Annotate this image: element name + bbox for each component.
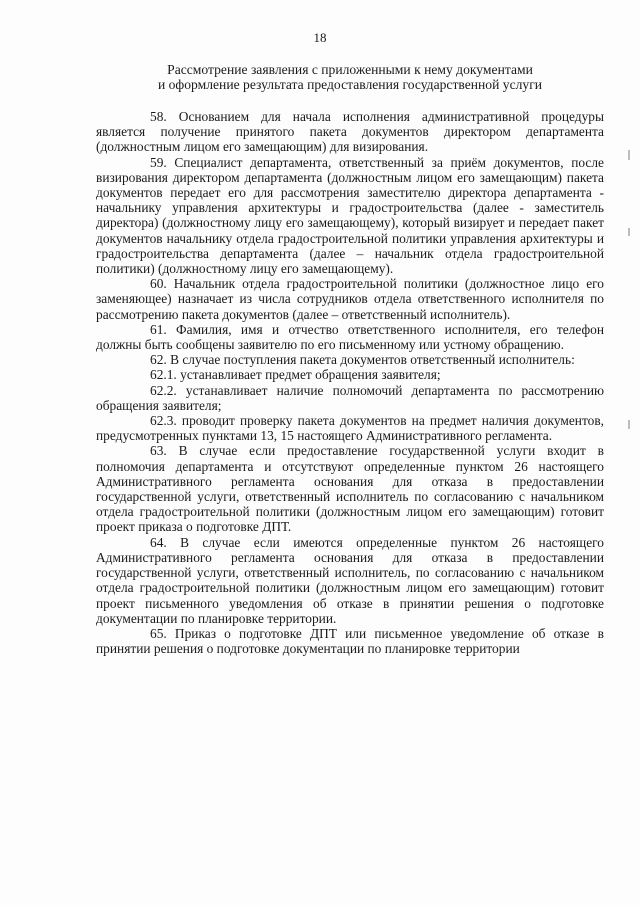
- paragraph-58: 58. Основанием для начала исполнения административной процедуры является получение принятого пакета документов директором департамента (должностным лицом его замещающим) для визирования.: [96, 109, 604, 155]
- page-number: 18: [313, 30, 327, 45]
- paragraph-60: 60. Начальник отдела градостроительной политики (должностное лицо его заменяющее) назначает из числа сотрудников отдела ответственного исполнителя по рассмотрению пакета документов (далее – ответственный исполнитель).: [96, 276, 604, 322]
- paragraph-63: 63. В случае если предоставление государственной услуги входит в полномочия департамента и отсутствуют определенные пунктом 26 настоящего Административного регламента основания для отказа в предоставлении государственной услуги, ответственный исполнитель по согласованию с начальником отдела градостроительной политики (должностным лицом его замещающим) готовит проект приказа о подготовке ДПТ.: [96, 443, 604, 535]
- paragraph-61: 61. Фамилия, имя и отчество ответственного исполнителя, его телефон должны быть сообщены заявителю по его письменному или устному обращению.: [96, 321, 604, 353]
- paragraph-62: 62. В случае поступления пакета документов ответственный исполнитель:: [150, 352, 575, 368]
- scan-margin-mark: [628, 150, 630, 160]
- paragraph-59: 59. Специалист департамента, ответственный за приём документов, после визирования директором департамента (должностным лицом его замещающим) пакета документов передает его для рассмотрения заместителю директора департамента - начальнику управления архитектуры и градостроительства (далее - заместитель директора) (должностному лицу его замещающему), который визирует и передает пакет документов начальнику отдела градостроительной политики управления архитектуры и градостроительства департамента (далее – начальник отдела градостроительной политики) (должностному лицу его замещающему).: [96, 154, 604, 277]
- paragraph-64: 64. В случае если имеются определенные пунктом 26 настоящего Административного регламента основания для отказа в предоставлении государственной услуги, ответственный исполнитель, по согласованию с начальником отдела градостроительной политики (должностным лицом его замещающим) готовит проект письменного уведомления об отказе в принятии решения о подготовке документации по планировке территории.: [96, 534, 604, 626]
- section-heading-line-1: Рассмотрение заявления с приложенными к нему документами: [167, 62, 533, 77]
- section-heading-line-2: и оформление результата предоставления государственной услуги: [157, 77, 543, 93]
- scan-margin-mark: [628, 420, 630, 429]
- paragraph-62-1: 62.1. устанавливает предмет обращения заявителя;: [150, 367, 441, 383]
- paragraph-65: 65. Приказ о подготовке ДПТ или письменное уведомление об отказе в принятии решения о подготовке документации по планировке территории: [96, 625, 604, 657]
- scan-margin-mark: [628, 228, 630, 236]
- paragraph-62-2: 62.2. устанавливает наличие полномочий департамента по рассмотрению обращения заявителя;: [96, 382, 604, 413]
- paragraph-62-3: 62.3. проводит проверку пакета документов на предмет наличия документов, предусмотренных пунктами 13, 15 настоящего Административного регламента.: [96, 413, 604, 444]
- section-heading: [96, 62, 604, 93]
- body-text: [96, 109, 604, 656]
